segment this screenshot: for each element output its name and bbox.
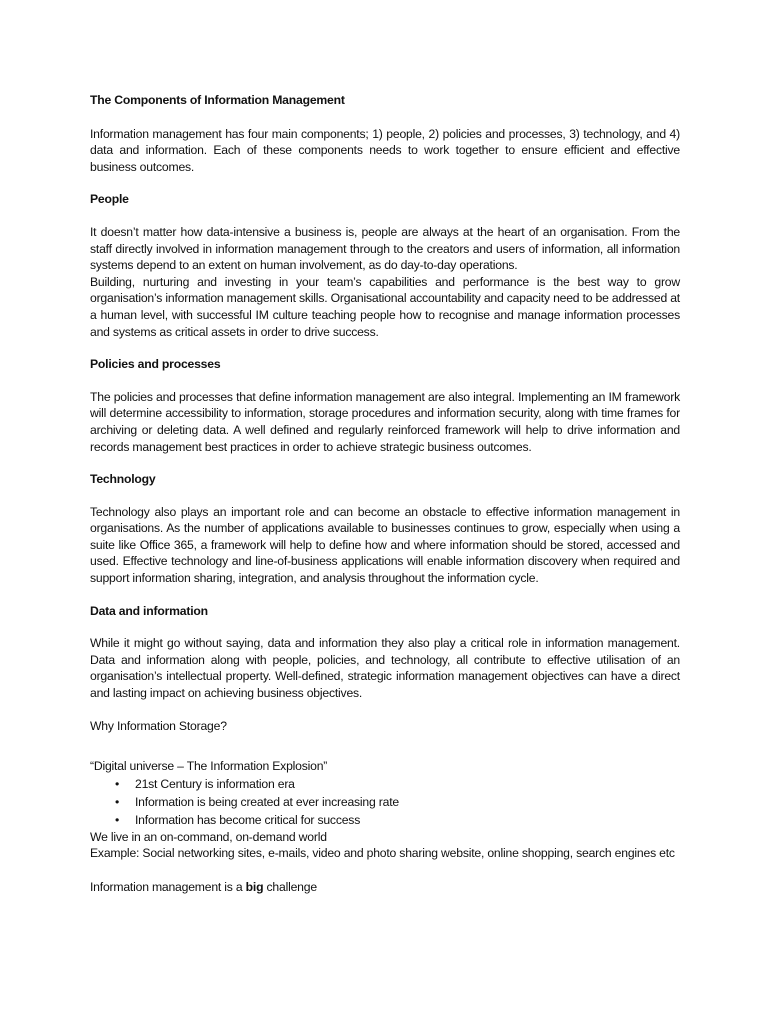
document-page — [90, 92, 680, 896]
quote-line: “Digital universe – The Information Explosion” — [90, 759, 328, 774]
bullet-list — [90, 775, 680, 829]
closing-text-after: challenge — [263, 880, 317, 894]
why-storage-line: Why Information Storage? — [90, 718, 227, 733]
list-item-text: 21st Century is information era — [135, 776, 295, 791]
policies-paragraph: The policies and processes that define information management are also integral. Implementing an IM framework will determine accessibility to information, storage procedures and information security, along with time frames for archiving or deleting data. A well defined and regularly reinforced framework will help to drive information and records management best practices in order to achieve strategic business outcomes. — [90, 389, 680, 454]
list-item — [90, 775, 680, 793]
data-paragraph: While it might go without saying, data and information they also play a critical role in information management. Data and information along with people, policies, and technology, all contribute to effective utilisation of an organisation’s intellectual property. Well-defined, strategic information management objectives can have a direct and lasting impact on achieving business objectives. — [90, 636, 680, 701]
on-command-line: We live in an on-command, on-demand world — [90, 829, 327, 844]
bullet-icon: • — [115, 794, 120, 809]
intro-paragraph: Information management has four main components; 1) people, 2) policies and processes, 3) technology, and 4) data and information. Each of these components needs to work together to ensure efficient and effective business outcomes. — [90, 126, 680, 174]
example-line: Example: Social networking sites, e-mails, video and photo sharing website, online shopping, search engines etc — [90, 846, 675, 861]
list-item — [90, 811, 680, 829]
technology-paragraph: Technology also plays an important role and can become an obstacle to effective information management in organisations. As the number of applications available to businesses continues to grow, especially when using a suite like Office 365, a framework will help to define how and where information should be stored, accessed and used. Effective technology and line-of-business applications will enable information discovery when required and support information sharing, integration, and analysis throughout the information cycle. — [90, 504, 680, 586]
list-item — [90, 793, 680, 811]
people-paragraph-1: It doesn’t matter how data-intensive a business is, people are always at the heart of an organisation. From the staff directly involved in information management through to the creators and users of information, all information systems depend to an extent on human involvement, as do day-to-day operations. — [90, 224, 680, 273]
section-heading-policies: Policies and processes — [90, 357, 221, 372]
section-heading-people: People — [90, 192, 129, 207]
bullet-icon: • — [115, 776, 120, 791]
list-item-text: Information has become critical for success — [135, 812, 361, 827]
section-heading-data: Data and information — [90, 603, 208, 618]
closing-text-before: Information management is a — [90, 880, 246, 894]
closing-bold-word: big — [245, 880, 264, 894]
document-title: The Components of Information Management — [90, 93, 345, 107]
people-paragraph-2: Building, nurturing and investing in your team’s capabilities and performance is the best way to grow organisation’s information management skills. Organisational accountability and capacity need to be addressed at a human level, with successful IM culture teaching people how to recognise and manage information processes and systems as critical assets in order to drive success. — [90, 274, 680, 339]
bullet-icon: • — [115, 812, 120, 827]
closing-line — [90, 879, 680, 896]
list-item-text: Information is being created at ever increasing rate — [135, 794, 399, 809]
section-heading-technology: Technology — [90, 472, 156, 487]
